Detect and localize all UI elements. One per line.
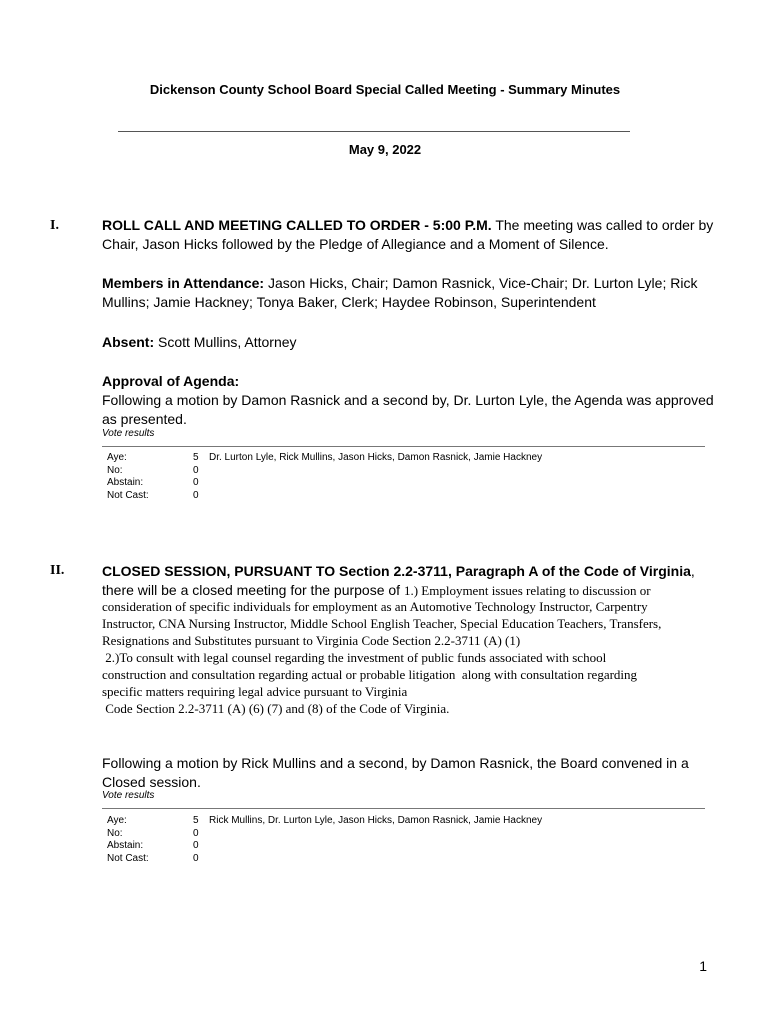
agenda-heading: Approval of Agenda: (102, 373, 240, 389)
members-text: Jason Hicks, Chair; Damon Rasnick, Vice-Chair; Dr. Lurton Lyle; Rick Mullins; Jamie Hackney; Tonya Baker, Clerk; Haydee Robinson, Superintendent (102, 275, 698, 310)
vote-row-abstain: Abstain: 0 (107, 840, 199, 851)
vote-row-abstain: Abstain: 0 (107, 477, 199, 488)
vote-row-not-cast: Not Cast: 0 (107, 852, 199, 864)
section-2-numeral: II. (50, 563, 65, 578)
vote-row-not-cast: Not Cast: 0 (107, 489, 199, 501)
absent-line (102, 333, 714, 352)
vote-results-divider-2 (102, 808, 705, 809)
vote-results-table-1 (107, 452, 707, 502)
section-1-text: The meeting was called to order by Chair, Jason Hicks followed by the Pledge of Allegiance and a Moment of Silence. (102, 217, 714, 252)
vote-results-table-2 (107, 815, 707, 865)
section-2-body: consideration of specific individuals for employment as an Automotive Technology Instructor, Carpentry Instructor, CNA Nursing Instructor, Middle School English Teacher, Special Education Teachers, Transfers, Resignations and Substitutes pursuant to Virginia Code Section 2.2-3711 (A) (1) 2.)To consult with legal counsel regarding the investment of public funds associated with school construction and consultation regarding actual or probable litigation along with consultation regarding specific matters requiring legal advice pursuant to Virginia Code Section 2.2-3711 (A) (6) (7) and (8) of the Code of Virginia. (102, 599, 662, 716)
section-1-numeral: I. (50, 218, 59, 233)
agenda-text: Following a motion by Damon Rasnick and a second by, Dr. Lurton Lyle, the Agenda was approved as presented. (102, 392, 714, 427)
vote-results-divider-1 (102, 446, 705, 447)
vote-row-aye: Aye: 5 Rick Mullins, Dr. Lurton Lyle, Jason Hicks, Damon Rasnick, Jamie Hackney (107, 815, 543, 826)
absent-label: Absent: (102, 334, 155, 350)
document-title: Dickenson County School Board Special Called Meeting - Summary Minutes (149, 82, 621, 97)
section-1-roll-call (102, 216, 714, 254)
vote-results-label-1: Vote results (102, 428, 155, 439)
section-2-closed-session: CLOSED SESSION, PURSUANT TO Section 2.2-3711, Paragraph A of the Code of Virginia, there will be a closed meeting for the purpose of 1.) Employment issues relating to discussion or (102, 563, 695, 598)
vote-row-no: No: 0 (107, 464, 199, 476)
vote-results-label-2: Vote results (102, 790, 155, 801)
vote-row-no: No: 0 (107, 827, 199, 839)
section-2-intro: there will be a closed meeting for the purpose of (102, 582, 401, 598)
page-number: 1 (699, 958, 707, 974)
title-divider (118, 131, 630, 132)
meeting-date: May 9, 2022 (348, 142, 422, 157)
members-label: Members in Attendance: (102, 275, 265, 291)
vote-row-aye: Aye: 5 Dr. Lurton Lyle, Rick Mullins, Jason Hicks, Damon Rasnick, Jamie Hackney (107, 452, 543, 463)
members-in-attendance (102, 274, 714, 312)
section-1-heading: ROLL CALL AND MEETING CALLED TO ORDER - 5:00 P.M. (102, 217, 492, 233)
closed-session-motion: Following a motion by Rick Mullins and a second, by Damon Rasnick, the Board convened in a Closed session. (102, 755, 689, 790)
absent-text: Scott Mullins, Attorney (158, 334, 297, 350)
section-2-heading: CLOSED SESSION, PURSUANT TO Section 2.2-3711, Paragraph A of the Code of Virginia (102, 563, 691, 579)
approval-of-agenda (102, 372, 714, 429)
